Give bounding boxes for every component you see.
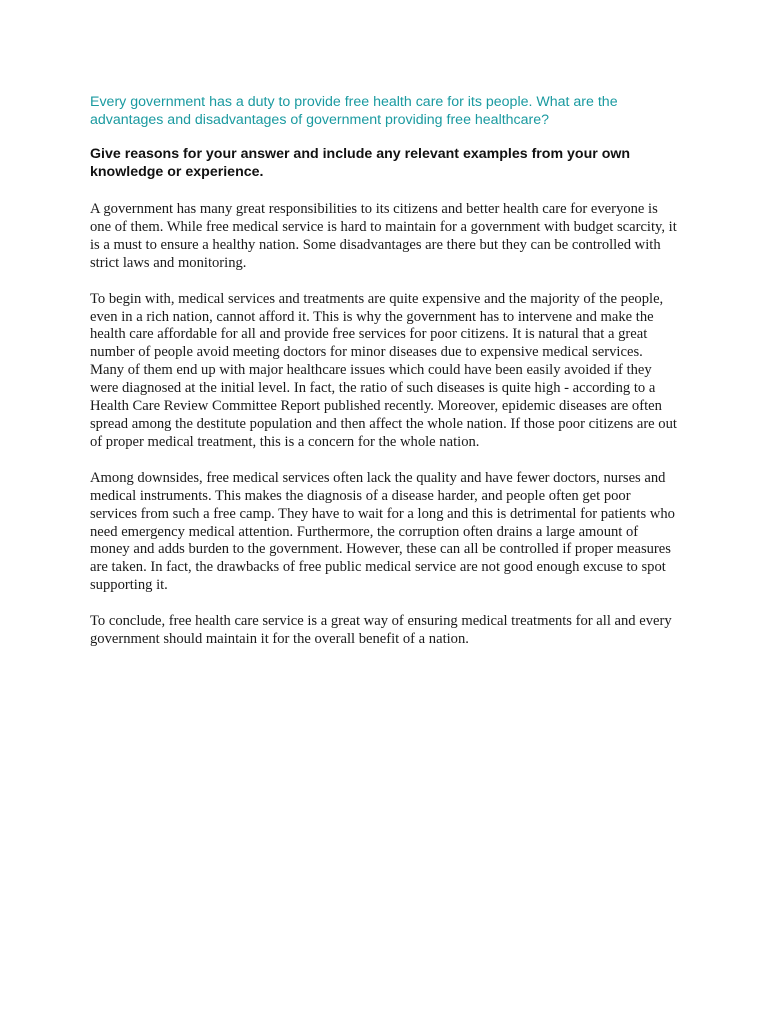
- document-page: [90, 93, 680, 649]
- essay-paragraph-conclusion: To conclude, free health care service is a great way of ensuring medical treatments for all and every government should maintain it for the overall benefit of a nation.: [90, 613, 672, 648]
- essay-paragraph-advantages: To begin with, medical services and treatments are quite expensive and the majority of the people, even in a rich nation, cannot afford it. This is why the government has to intervene and make the health care affordable for all and provide free services for poor citizens. It is natural that a great number of people avoid meeting doctors for minor diseases due to expensive medical services. Many of them end up with major healthcare issues which could have been easily avoided if they were diagnosed at the initial level. In fact, the ratio of such diseases is quite high - according to a Health Care Review Committee Report published recently. Moreover, epidemic diseases are often spread among the destitute population and then affect the whole nation. If those poor citizens are out of proper medical treatment, this is a concern for the whole nation.: [90, 290, 677, 450]
- essay-instruction: Give reasons for your answer and include any relevant examples from your own knowledge or experience.: [90, 146, 631, 180]
- essay-paragraph-introduction: A government has many great responsibilities to its citizens and better health care for everyone is one of them. While free medical service is hard to maintain for a government with budget scarcity, it is a must to ensure a healthy nation. Some disadvantages are there but they can be controlled with strict laws and monitoring.: [90, 201, 677, 271]
- essay-question: Every government has a duty to provide free health care for its people. What are the advantages and disadvantages of government providing free healthcare?: [90, 94, 618, 128]
- essay-paragraph-disadvantages: Among downsides, free medical services often lack the quality and have fewer doctors, nurses and medical instruments. This makes the diagnosis of a disease harder, and people often get poor services from such a free camp. They have to wait for a long and this is detrimental for patients who need emergency medical attention. Furthermore, the corruption often drains a large amount of money and adds burden to the government. However, these can all be controlled if proper measures are taken. In fact, the drawbacks of free public medical service are not good enough excuse to spot supporting it.: [90, 469, 675, 594]
